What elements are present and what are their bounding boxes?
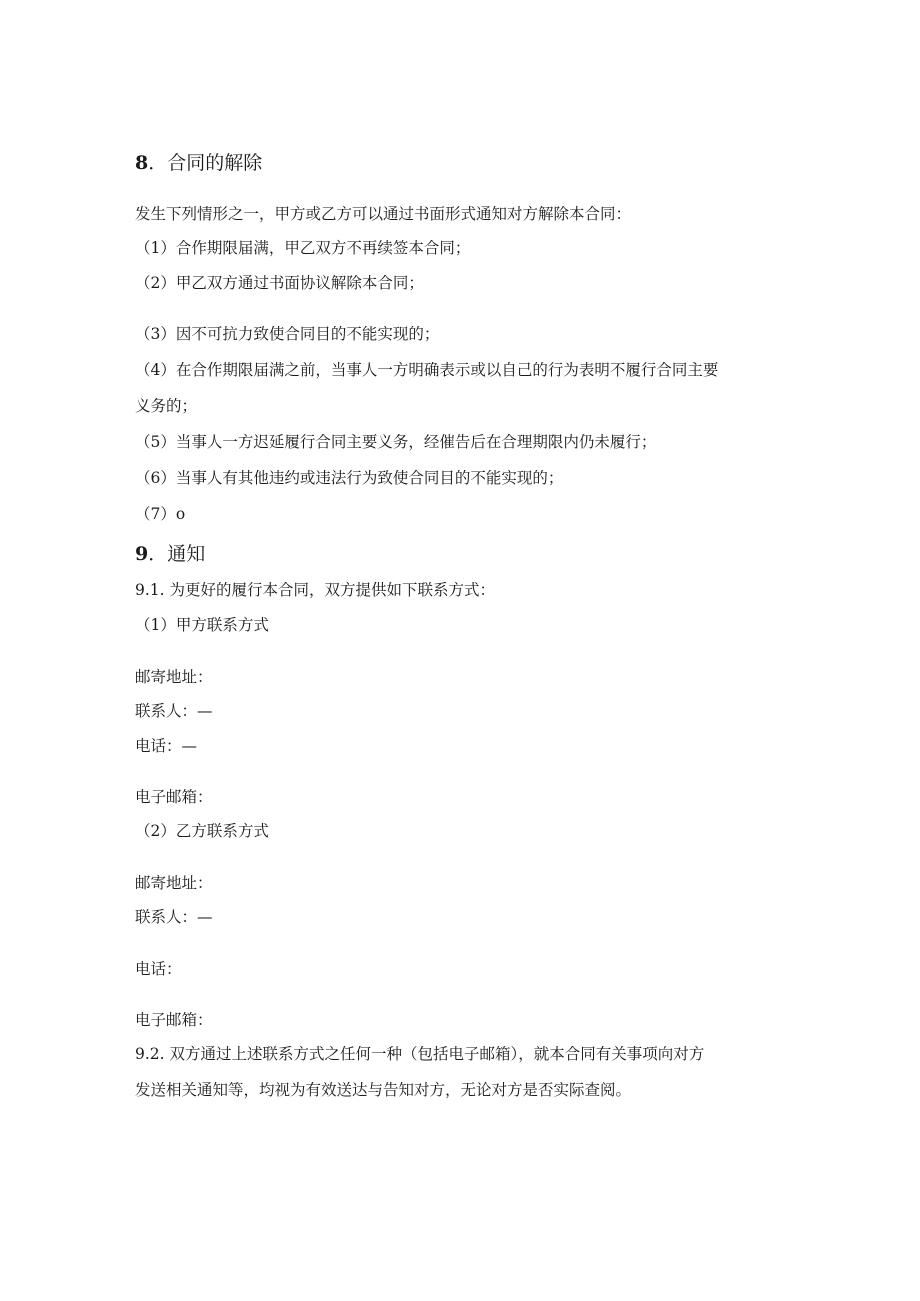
clause-9-2-line-2: 发送相关通知等，均视为有效送达与告知对方，无论对方是否实际查阅。 xyxy=(135,1081,632,1099)
party-a-label: （1）甲方联系方式 xyxy=(135,616,269,634)
party-b-label: （2）乙方联系方式 xyxy=(135,822,269,840)
section-8-heading xyxy=(135,151,262,175)
party-b-phone: 电话： xyxy=(135,960,182,978)
termination-item-5: （5）当事人一方迟延履行合同主要义务，经催告后在合理期限内仍未履行； xyxy=(135,433,657,451)
party-b-address: 邮寄地址： xyxy=(135,874,213,892)
termination-item-4: （4）在合作期限届满之前，当事人一方明确表示或以自己的行为表明不履行合同主要 xyxy=(135,361,719,379)
section-9-heading xyxy=(135,542,205,566)
termination-item-6: （6）当事人有其他违约或违法行为致使合同目的不能实现的； xyxy=(135,469,564,487)
party-b-contact: 联系人：— xyxy=(135,908,213,926)
section-9-title: ．通知 xyxy=(148,543,206,565)
termination-item-1: （1）合作期限届满，甲乙双方不再续签本合同； xyxy=(135,239,471,257)
party-a-email: 电子邮箱： xyxy=(135,788,213,806)
termination-item-7: （7）o xyxy=(135,505,186,523)
clause-9-2-line-1: 9.2. 双方通过上述联系方式之任何一种（包括电子邮箱），就本合同有关事项向对方 xyxy=(135,1045,705,1063)
termination-item-3: （3）因不可抗力致使合同目的不能实现的； xyxy=(135,325,440,343)
party-a-address: 邮寄地址： xyxy=(135,668,213,686)
section-8-intro: 发生下列情形之一，甲方或乙方可以通过书面形式通知对方解除本合同： xyxy=(135,205,632,223)
clause-9-1: 9.1. 为更好的履行本合同，双方提供如下联系方式： xyxy=(135,581,496,599)
termination-item-4-cont: 义务的； xyxy=(135,397,198,415)
party-b-email: 电子邮箱： xyxy=(135,1011,213,1029)
termination-item-2: （2）甲乙双方通过书面协议解除本合同； xyxy=(135,274,424,292)
section-9-number: 9 xyxy=(135,543,149,565)
party-a-contact: 联系人：— xyxy=(135,702,213,720)
section-8-title: ．合同的解除 xyxy=(148,152,263,174)
party-a-phone: 电话：— xyxy=(135,737,198,755)
section-8-number: 8 xyxy=(135,152,149,174)
